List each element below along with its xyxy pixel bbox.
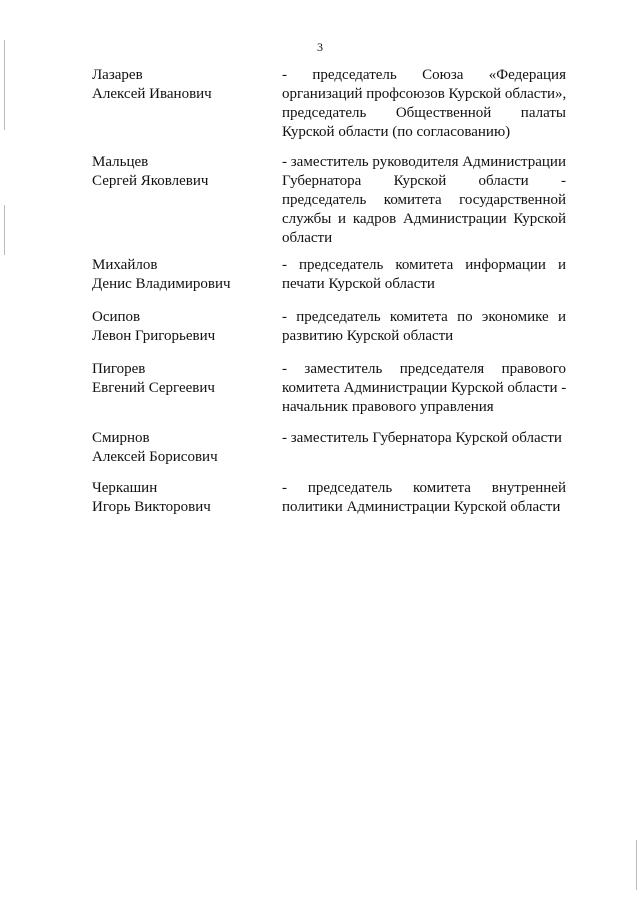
member-given-name: Евгений Сергеевич (92, 380, 215, 396)
member-surname: Пигорев (92, 361, 146, 377)
member-name (92, 360, 272, 398)
role-line: Курской области (по согласованию) (282, 124, 511, 140)
left-margin-mark (4, 40, 5, 130)
role-line: печати Курской области (282, 276, 435, 292)
role-line: политики Администрации Курской области (282, 499, 561, 515)
role-line: комитета Администрации Курской области - (282, 380, 567, 396)
member-given-name: Алексей Борисович (92, 449, 218, 465)
member-surname: Мальцев (92, 154, 149, 170)
role-line: председатель комитета государственной (282, 192, 566, 208)
member-role (282, 429, 566, 448)
member-surname: Михайлов (92, 257, 158, 273)
role-line: начальник правового управления (282, 399, 494, 415)
member-given-name: Сергей Яковлевич (92, 173, 209, 189)
member-role (282, 256, 566, 294)
member-name (92, 429, 272, 467)
member-surname: Осипов (92, 309, 141, 325)
right-margin-mark (636, 840, 637, 890)
member-surname: Смирнов (92, 430, 150, 446)
member-name (92, 66, 272, 104)
page-number: 3 (317, 40, 323, 54)
role-line: - председатель комитета внутренней (282, 480, 566, 496)
role-line: развитию Курской области (282, 328, 454, 344)
role-line: - заместитель Губернатора Курской области (282, 430, 562, 446)
member-role (282, 66, 566, 142)
member-role (282, 479, 566, 517)
role-line: председатель Общественной палаты (282, 105, 566, 121)
member-surname: Черкашин (92, 480, 158, 496)
role-line: - председатель Союза «Федерация (282, 67, 566, 83)
role-line: Губернатора Курской области - (282, 173, 566, 189)
member-name (92, 308, 272, 346)
member-role (282, 308, 566, 346)
member-given-name: Денис Владимирович (92, 276, 231, 292)
role-line: - председатель комитета информации и (282, 257, 566, 273)
role-line: организаций профсоюзов Курской области», (282, 86, 567, 102)
member-name (92, 479, 272, 517)
role-line: - председатель комитета по экономике и (282, 309, 566, 325)
member-role (282, 153, 566, 248)
member-given-name: Алексей Иванович (92, 86, 212, 102)
member-given-name: Игорь Викторович (92, 499, 211, 515)
member-name (92, 256, 272, 294)
role-line: области (282, 230, 333, 246)
member-name (92, 153, 272, 191)
role-line: - заместитель председателя правового (282, 361, 566, 377)
left-margin-mark (4, 205, 5, 255)
role-line: - заместитель руководителя Администрации (282, 154, 566, 170)
role-line: службы и кадров Администрации Курской (282, 211, 566, 227)
member-surname: Лазарев (92, 67, 143, 83)
member-role (282, 360, 566, 417)
member-given-name: Левон Григорьевич (92, 328, 216, 344)
